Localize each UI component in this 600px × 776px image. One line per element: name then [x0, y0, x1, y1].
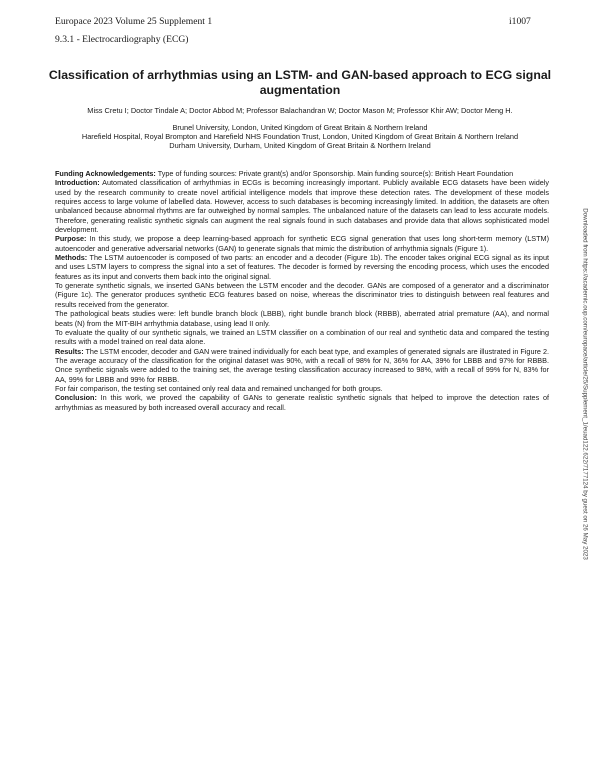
methods-gan-paragraph: To generate synthetic signals, we inserted GANs between the LSTM encoder and the decoder. GANs are composed of a generator and a discriminator (Figure 1c). The generator produces synthetic ECG features based on noise, whereas the discriminator tries to distinguish between real features and results received from the generator. [55, 281, 549, 309]
affiliation-brunel: Brunel University, London, United Kingdom of Great Britain & Northern Ireland [172, 123, 428, 132]
results-paragraph [55, 347, 549, 384]
affiliation-harefield: Harefield Hospital, Royal Brompton and Harefield NHS Foundation Trust, London, United Kingdom of Great Britain & Northern Ireland [81, 132, 519, 141]
methods-evaluation-paragraph: To evaluate the quality of our synthetic signals, we trained an LSTM classifier on a combination of our real and synthetic data and compared the testing results with a model trained on real data alone. [55, 327, 549, 347]
page-number: i1007 [509, 16, 531, 27]
conclusion-label: Conclusion: [55, 393, 97, 403]
funding-label: Funding Acknowledgements: [55, 169, 156, 178]
results-comparison-paragraph: For fair comparison, the testing set contained only real data and remained unchanged for both groups. [55, 383, 383, 393]
introduction-paragraph [55, 178, 549, 234]
affiliation-durham: Durham University, Durham, United Kingdom of Great Britain & Northern Ireland [169, 141, 431, 150]
results-label: Results: [55, 346, 84, 356]
abstract-body [55, 169, 549, 412]
purpose-label: Purpose: [55, 234, 87, 244]
purpose-paragraph [55, 234, 549, 253]
download-notice: Downloaded from https://academic.oup.com/europace/article/25/Supplement_1/euad122.622/7177124 by guest on 26 May 2023 [581, 207, 589, 560]
results-text: The LSTM encoder, decoder and GAN were trained individually for each beat type, and examples of generated signals are illustrated in Figure 2. The average accuracy of the classification for the original dataset was 90%, with a recall of 98% for N, 36% for AA, 39% for LBBB and 97% for RBBB. Once synthetic signals were added to the training set, the average testing classification accuracy increased to 98%, with a recall of 99% for N, 83% for AA, 99% for LBBB and 99% for RBBB. [55, 346, 549, 384]
conclusion-paragraph [55, 393, 549, 412]
methods-paragraph [55, 253, 549, 281]
article-title: Classification of arrhythmias using an LSTM- and GAN-based approach to ECG signal augmentation [48, 68, 552, 97]
author-list: Miss Cretu I; Doctor Tindale A; Doctor Abbod M; Professor Balachandran W; Doctor Mason M; Professor Khir AW; Doctor Meng H. [87, 106, 513, 115]
introduction-text: Automated classification of arrhythmias in ECGs is becoming increasingly important. Publicly available ECG datasets have been widely used by the research community to create novel artificial intelligence models that improve these detection rates. The development of these models requires access to large volume of labelled data. However, access to such databases is becoming increasingly limited. In addition, the datasets are often unbalanced because abnormal rhythms are far outweighed by normal samples. The unbalanced nature of the datasets can lead to less accurate models. Therefore, generating realistic synthetic signals can augment the real signals found in such databases and provide data that allows sophisticated model development. [55, 178, 549, 235]
section-heading: 9.3.1 - Electrocardiography (ECG) [55, 34, 189, 45]
funding-text: Type of funding sources: Private grant(s) and/or Sponsorship. Main funding source(s): British Heart Foundation [155, 169, 514, 178]
conclusion-text: In this work, we proved the capability of GANs to generate realistic synthetic signals that helped to improve the detection rates of arrhythmias as measured by both increased overall accuracy and recall. [55, 393, 549, 412]
purpose-text: In this study, we propose a deep learning-based approach for synthetic ECG signal generation that uses long short-term memory (LSTM) autoencoder and generative adversarial networks (GAN) to generate signals that mimic the distribution of arrhythmia signals (Figure 1). [55, 234, 549, 253]
funding-paragraph [55, 169, 549, 178]
methods-beats-paragraph: The pathological beats studies were: left bundle branch block (LBBB), right bundle branch block (RBBB), aberrated atrial premature (AA), and normal beats (N) from the MIT-BIH arrhythmia database, using lead II only. [55, 309, 549, 328]
methods-label: Methods: [55, 253, 88, 263]
methods-text: The LSTM autoencoder is composed of two parts: an encoder and a decoder (Figure 1b). The encoder takes original ECG signal as its input and uses LSTM layers to compress the signal into a set of features. The decoder is formed by reversing the encoding process, which uses the encoded features as its input and converts them back into the original signal. [55, 253, 549, 281]
introduction-label: Introduction: [55, 178, 100, 188]
download-sidebar [580, 161, 590, 606]
journal-name: Europace 2023 Volume 25 Supplement 1 [55, 16, 213, 27]
